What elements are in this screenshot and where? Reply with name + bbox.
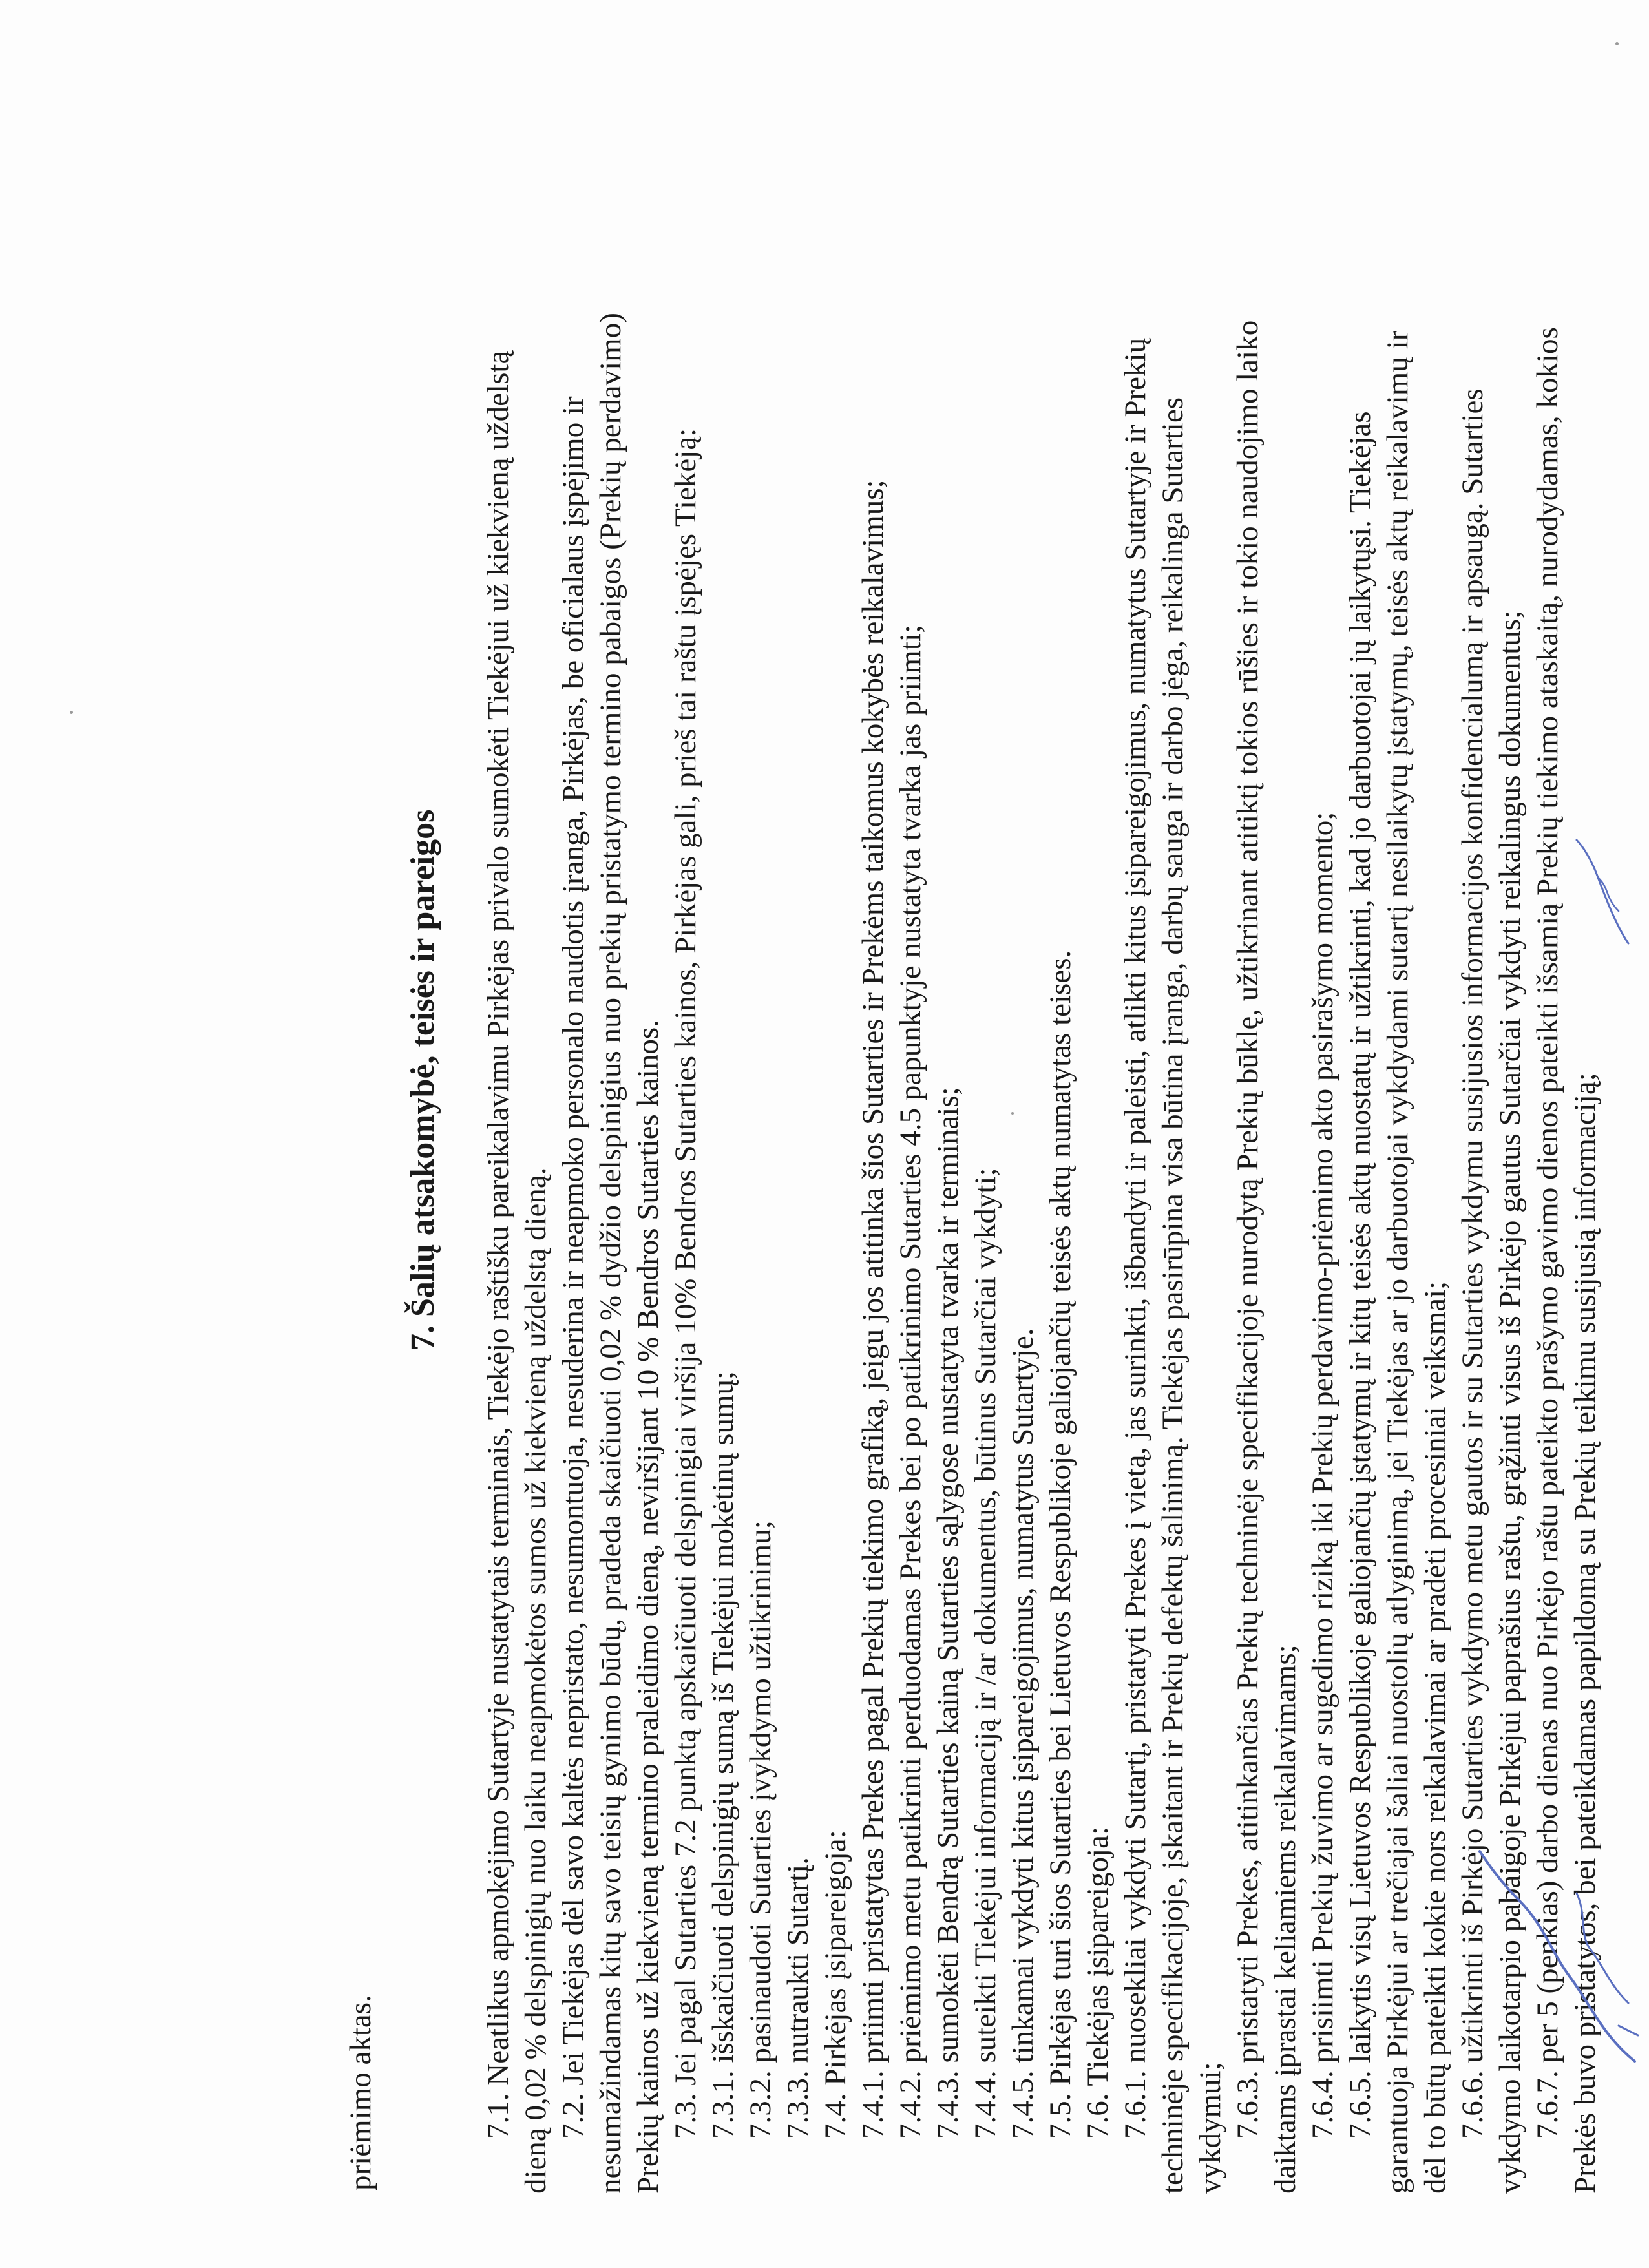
paragraph-line: 7.4.4. suteikti Tiekėjui informaciją ir /ar dokumentus, būtinus Sutarčiai vykdyti; <box>969 1168 1002 2139</box>
paragraph-line: 7.5. Pirkėjas turi šios Sutarties bei Lietuvos Respublikoje galiojančių teisės aktų numatytas teises. <box>1044 950 1077 2139</box>
paragraph-line: 7.1. Neatlikus apmokėjimo Sutartyje nustatytais terminais, Tiekėjo raštišku pareikalavimu Pirkėjas privalo sumokėti Tiekėjui už kiekvieną uždelstą <box>481 350 515 2139</box>
paragraph-line: 7.4.2. priėmimo metu patikrinti perduodamas Prekes bei po patikrinimo Sutarties 4.5 papunktyje nustatyta tvarka jas priimti; <box>894 624 927 2139</box>
paragraph-line: 7.2. Jei Tiekėjas dėl savo kaltės nepristato, nesumontuoja, nesuderina ir neapmoko personalo naudotis įranga, Pirkėjas, be oficialaus įspėjimo ir <box>556 396 590 2139</box>
paragraph-line: 7.4. Pirkėjas įsipareigoja: <box>819 1830 852 2139</box>
paragraph-line: 7.6.3. pristatyti Prekes, atitinkančias Prekių techninėje specifikacijoje nurodytą Prekių būklę, užtikrinant atitiktį tokios rūšies ir tokio naudojimo laiko <box>1231 320 1265 2139</box>
scan-speck <box>1615 42 1619 45</box>
paragraph-line: garantuoja Pirkėjui ar trečiajai šaliai nuostolių atlyginimą, jei Tiekėjas ar jo darbuotojai vykdydami sutartį nesilaikytų įstatymų, teisės aktų reikalavimų ir <box>1381 330 1414 2194</box>
paragraph-line: vykdymo laikotarpio pabaigoje Pirkėjui paprašius raštu, grąžinti visus iš Pirkėjo gautus Sutarčiai vykdyti reikalingus dokumentus; <box>1493 610 1527 2194</box>
paragraph-line: daiktams įprastai keliamiems reikalavimams; <box>1268 1644 1302 2194</box>
paragraph-line: 7.4.5. tinkamai vykdyti kitus įsipareigojimus, numatytus Sutartyje. <box>1006 1328 1040 2139</box>
handwritten-mark <box>1570 834 1641 950</box>
paragraph-line: techninėje specifikacijoje, įskaitant ir Prekių defektų šalinimą. Tiekėjas pasirūpina visa būtina įranga, darbų sauga ir darbo jėga, reikalinga Sutarties <box>1156 397 1190 2194</box>
paragraph-line: 7.4.3. sumokėti Bendrą Sutarties kainą Sutarties sąlygose nustatyta tvarka ir terminais; <box>931 1087 965 2139</box>
paragraph-line: nesumažindamas kitų savo teisių gynimo būdų, pradeda skaičiuoti 0,02 % dydžio delspinigius nuo prekių pristatymo termino pabaigos (Prekių perdavimo) <box>594 313 627 2194</box>
top-fragment: priėmimo aktas. <box>344 1995 377 2190</box>
handwritten-signature <box>1473 1712 1648 2074</box>
paragraph-line: 7.6.1. nuosekliai vykdyti Sutartį, pristatyti Prekes į vietą, jas surinkti, išbandyti ir paleisti, atlikti kitus įsipareigojimus, numatytus Sutartyje ir Prekių <box>1119 337 1152 2139</box>
paragraph-line: Prekės buvo pristatytos, bei pateikdamas papildomą su Prekių teikimu susijusią informaciją; <box>1568 1073 1602 2194</box>
paragraph-line: 7.3.2. pasinaudoti Sutarties įvykdymo užtikrinimu; <box>744 1520 777 2139</box>
paragraph-line: vykdymui; <box>1193 2062 1227 2194</box>
paragraph-line: 7.6.6. užtikrinti iš Pirkėjo Sutarties vykdymo metu gautos ir su Sutarties vykdymu susijusios informacijos konfidencialumą ir apsaugą. Sutarties <box>1456 388 1489 2139</box>
paragraph-line: 7.3.1. išskaičiuoti delspinigių sumą iš Tiekėjui mokėtinų sumų; <box>706 1370 740 2139</box>
paragraph-line: 7.6. Tiekėjas įsipareigoja: <box>1081 1826 1115 2139</box>
paragraph-line: 7.4.1. priimti pristatytas Prekes pagal Prekių tiekimo grafiką, jeigu jos atitinka šios Sutarties ir Prekėms taikomus kokybės reikalavimus; <box>856 479 890 2139</box>
paragraph-line: Prekių kainos už kiekvieną termino praleidimo dieną, neviršijant 10 % Bendros Sutarties kainos. <box>631 1020 665 2194</box>
paragraph-line: 7.6.5. laikytis visų Lietuvos Respublikoje galiojančių įstatymų ir kitų teisės aktų nuostatų ir užtikrinti, kad jo darbuotojai jų laikytųsi. Tiekėjas <box>1343 411 1377 2139</box>
paragraph-line: dėl to būtų pateikti kokie nors reikalavimai ar pradėti procesiniai veiksmai; <box>1418 1281 1452 2194</box>
paragraph-line: dieną 0,02 % delspinigių nuo laiku neapmokėtos sumos už kiekvieną uždelstą dieną. <box>519 1167 552 2194</box>
paragraph-line: 7.3. Jei pagal Sutarties 7.2 punktą apskaičiuoti delspinigiai viršija 10% Bendros Sutarties kainos, Pirkėjas gali, prieš tai raštu įspėjęs Tiekėją: <box>669 428 702 2139</box>
paragraph-line: 7.3.3. nutraukti Sutartį. <box>781 1856 815 2139</box>
paragraph-line: 7.6.4. prisiimti Prekių žuvimo ar sugedimo riziką iki Prekių perdavimo-priėmimo akto pasirašymo momento; <box>1306 812 1339 2139</box>
scan-speck <box>1011 1112 1014 1115</box>
scan-speck <box>70 711 73 714</box>
paragraph-line: 7.6.7. per 5 (penkias) darbo dienas nuo Pirkėjo raštu pateikto prašymo gavimo dienos pateikti išsamią Prekių tiekimo ataskaitą, nurodydamas, kokios <box>1531 327 1564 2139</box>
section-heading: 7. Šalių atsakomybė, teisės ir pareigos <box>404 809 441 1350</box>
